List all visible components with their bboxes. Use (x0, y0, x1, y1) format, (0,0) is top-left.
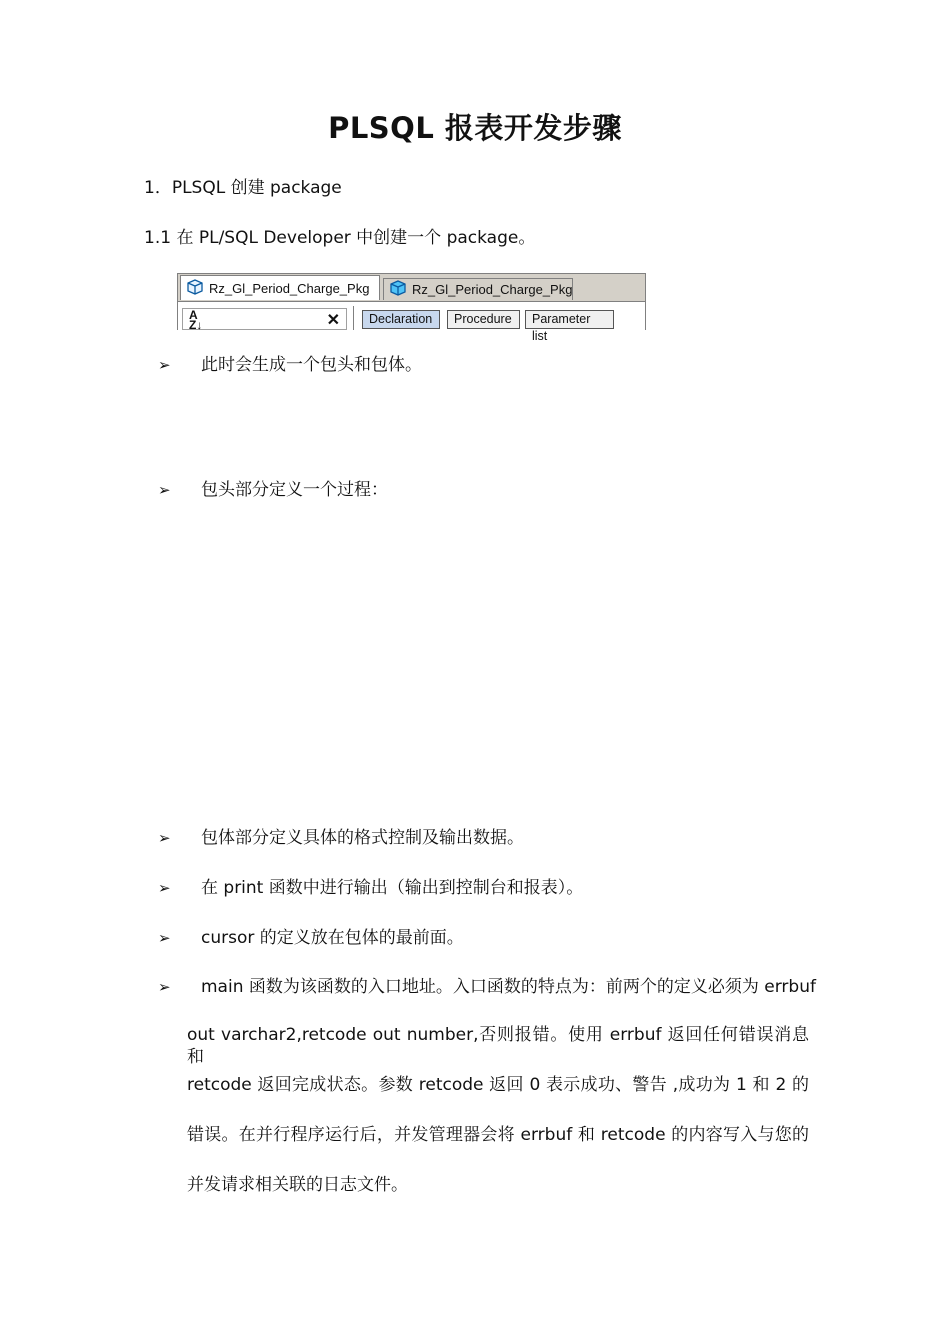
bullet-text: 在 print 函数中进行输出（输出到控制台和报表）。 (201, 878, 584, 898)
package-icon (187, 279, 203, 298)
paragraph-line: 并发请求相关联的日志文件。 (187, 1175, 408, 1195)
declaration-button[interactable]: Declaration (362, 310, 440, 329)
bullet-arrow-icon: ➢ (158, 929, 171, 947)
bullet-text: cursor 的定义放在包体的最前面。 (201, 928, 464, 948)
package-body-icon (390, 280, 406, 299)
paragraph-line: 错误。在并行程序运行后，并发管理器会将 errbuf 和 retcode 的内容写入与您的 (187, 1125, 809, 1145)
paragraph-line: out varchar2,retcode out number,否则报错。使用 errbuf 返回任何错误消息和 (187, 1025, 809, 1067)
bullet-text: main 函数为该函数的入口地址。入口函数的特点为：前两个的定义必须为 errbuf (201, 977, 816, 997)
toolbar-separator (353, 306, 357, 330)
tab-label: Rz_Gl_Period_Charge_Pkg (412, 282, 573, 297)
main-function-paragraph (187, 1024, 809, 1196)
package-spec-tab[interactable] (180, 275, 380, 300)
bullet-arrow-icon: ➢ (158, 356, 171, 374)
package-editor-screenshot (177, 273, 646, 343)
sort-az-icon[interactable]: A Z↓ (189, 308, 203, 332)
bullet-arrow-icon: ➢ (158, 481, 171, 499)
tab-label: Rz_Gl_Period_Charge_Pkg (209, 280, 370, 296)
bullet-text: 包体部分定义具体的格式控制及输出数据。 (201, 828, 524, 848)
paragraph-line: retcode 返回完成状态。参数 retcode 返回 0 表示成功、警告 ,成功为 1 和 2 的 (187, 1075, 809, 1095)
section-heading-1: 1．PLSQL 创建 package (144, 178, 342, 198)
bullet-arrow-icon: ➢ (158, 978, 171, 996)
package-body-tab[interactable] (383, 278, 573, 300)
procedure-button[interactable]: Procedure (447, 310, 520, 329)
page-title: PLSQL 报表开发步骤 (328, 111, 622, 145)
bullet-text: 包头部分定义一个过程： (201, 480, 388, 500)
sort-box[interactable] (182, 308, 347, 330)
close-icon[interactable]: ✕ (326, 312, 340, 329)
bullet-arrow-icon: ➢ (158, 879, 171, 897)
parameter-list-button[interactable]: Parameter list (525, 310, 614, 329)
bullet-arrow-icon: ➢ (158, 829, 171, 847)
bullet-text: 此时会生成一个包头和包体。 (201, 355, 422, 375)
editor-toolbar (178, 301, 645, 343)
section-heading-1-1: 1.1 在 PL/SQL Developer 中创建一个 package。 (144, 228, 536, 248)
